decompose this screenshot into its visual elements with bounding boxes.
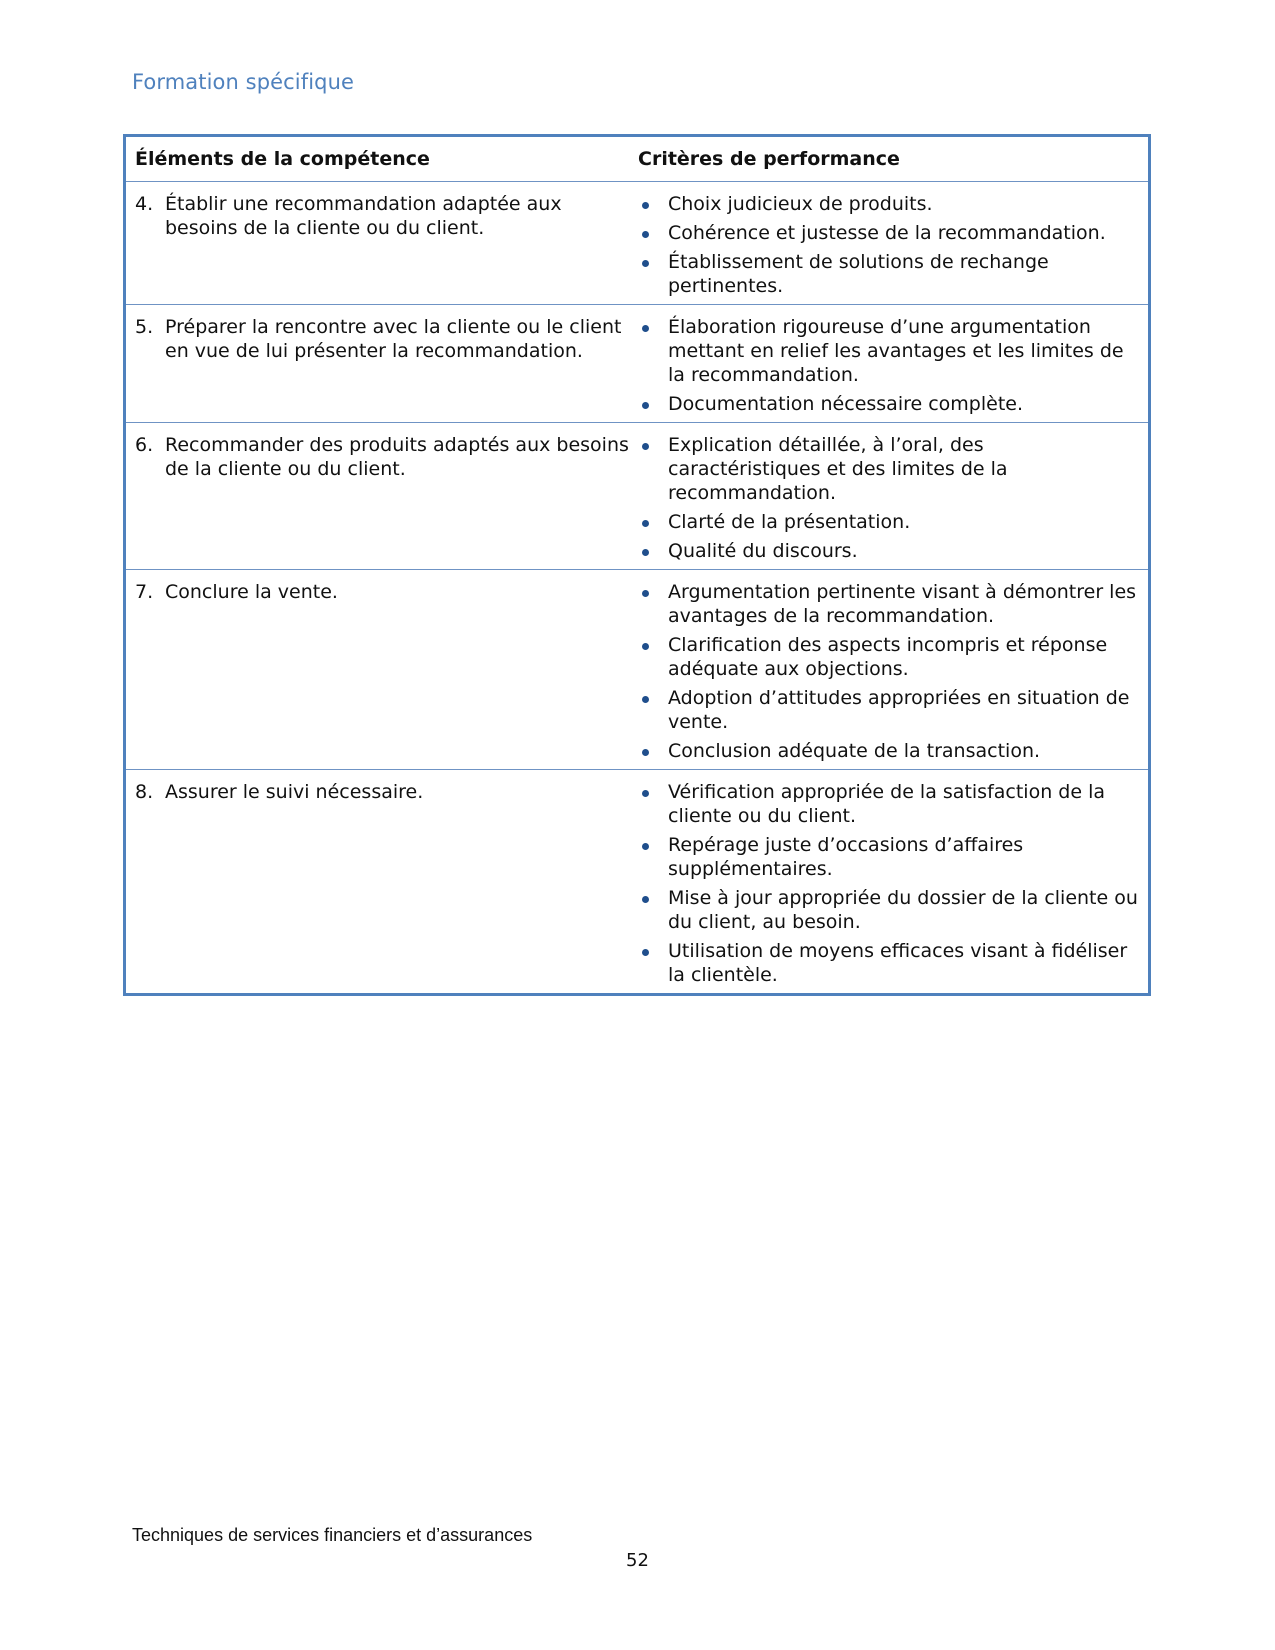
footer-program-title: Techniques de services financiers et d’assurances: [132, 1525, 533, 1545]
criteria-list: [638, 192, 1148, 298]
criteria-cell: [638, 192, 1148, 298]
element-text: Recommander des produits adaptés aux besoins de la cliente ou du client.: [165, 434, 629, 480]
criteria-list: [638, 780, 1148, 987]
criteria-text: Choix judicieux de produits.: [668, 193, 933, 215]
criteria-text: Vérification appropriée de la satisfaction de la cliente ou du client.: [668, 781, 1105, 827]
table-row: [126, 769, 1148, 993]
element-number: 4.: [135, 193, 154, 215]
list-item: [638, 833, 1148, 881]
element-cell: [126, 780, 638, 987]
criteria-text: Qualité du discours.: [668, 540, 858, 562]
bullet-icon: [638, 315, 668, 387]
element-text: Assurer le suivi nécessaire.: [165, 781, 424, 803]
list-item: [638, 392, 1148, 416]
table-row: [126, 422, 1148, 569]
bullet-icon: [638, 250, 668, 298]
list-item: [638, 780, 1148, 828]
list-item: [638, 433, 1148, 505]
column-header-elements: Éléments de la compétence: [135, 148, 430, 170]
list-item: [638, 510, 1148, 534]
section-title: Formation spécifique: [132, 70, 355, 94]
bullet-icon: [638, 221, 668, 245]
bullet-icon: [638, 433, 668, 505]
list-item: [638, 221, 1148, 245]
bullet-icon: [638, 633, 668, 681]
page-number: 52: [626, 1550, 649, 1571]
criteria-text: Conclusion adéquate de la transaction.: [668, 740, 1041, 762]
element-number: 8.: [135, 781, 154, 803]
bullet-icon: [638, 886, 668, 934]
criteria-text: Cohérence et justesse de la recommandation.: [668, 222, 1106, 244]
bullet-icon: [638, 510, 668, 534]
list-item: [638, 250, 1148, 298]
criteria-cell: [638, 580, 1148, 763]
criteria-list: [638, 315, 1148, 416]
bullet-icon: [638, 939, 668, 987]
element-cell: [126, 580, 638, 763]
list-item: [638, 686, 1148, 734]
list-item: [638, 580, 1148, 628]
list-item: [638, 886, 1148, 934]
element-cell: [126, 192, 638, 298]
element-number: 6.: [135, 434, 154, 456]
list-item: [638, 739, 1148, 763]
table-row: [126, 569, 1148, 769]
list-item: [638, 315, 1148, 387]
bullet-icon: [638, 739, 668, 763]
criteria-cell: [638, 433, 1148, 563]
criteria-text: Documentation nécessaire complète.: [668, 393, 1024, 415]
bullet-icon: [638, 192, 668, 216]
column-header-criteria: Critères de performance: [638, 148, 900, 170]
criteria-list: [638, 433, 1148, 563]
criteria-text: Élaboration rigoureuse d’une argumentation mettant en relief les avantages et les limites de la recommandation.: [668, 316, 1124, 386]
list-item: [638, 633, 1148, 681]
table-row: [126, 304, 1148, 422]
table-header-row: [126, 137, 1148, 181]
criteria-text: Repérage juste d’occasions d’affaires supplémentaires.: [668, 834, 1024, 880]
element-text: Préparer la rencontre avec la cliente ou le client en vue de lui présenter la recommandation.: [165, 316, 622, 362]
list-item: [638, 192, 1148, 216]
element-text: Conclure la vente.: [165, 581, 338, 603]
element-cell: [126, 315, 638, 416]
list-item: [638, 539, 1148, 563]
competence-table: [123, 134, 1151, 996]
element-number: 5.: [135, 316, 154, 338]
element-cell: [126, 433, 638, 563]
criteria-text: Utilisation de moyens efficaces visant à fidéliser la clientèle.: [668, 940, 1128, 986]
bullet-icon: [638, 539, 668, 563]
element-number: 7.: [135, 581, 154, 603]
criteria-text: Adoption d’attitudes appropriées en situation de vente.: [668, 687, 1130, 733]
bullet-icon: [638, 780, 668, 828]
criteria-text: Mise à jour appropriée du dossier de la cliente ou du client, au besoin.: [668, 887, 1138, 933]
list-item: [638, 939, 1148, 987]
criteria-text: Établissement de solutions de rechange pertinentes.: [668, 251, 1049, 297]
element-text: Établir une recommandation adaptée aux besoins de la cliente ou du client.: [165, 193, 562, 239]
criteria-text: Clarification des aspects incompris et réponse adéquate aux objections.: [668, 634, 1108, 680]
bullet-icon: [638, 580, 668, 628]
criteria-list: [638, 580, 1148, 763]
table-row: [126, 181, 1148, 304]
criteria-cell: [638, 780, 1148, 987]
bullet-icon: [638, 686, 668, 734]
criteria-cell: [638, 315, 1148, 416]
bullet-icon: [638, 392, 668, 416]
criteria-text: Clarté de la présentation.: [668, 511, 911, 533]
criteria-text: Explication détaillée, à l’oral, des caractéristiques et des limites de la recommandation.: [668, 434, 1008, 504]
bullet-icon: [638, 833, 668, 881]
criteria-text: Argumentation pertinente visant à démontrer les avantages de la recommandation.: [668, 581, 1137, 627]
